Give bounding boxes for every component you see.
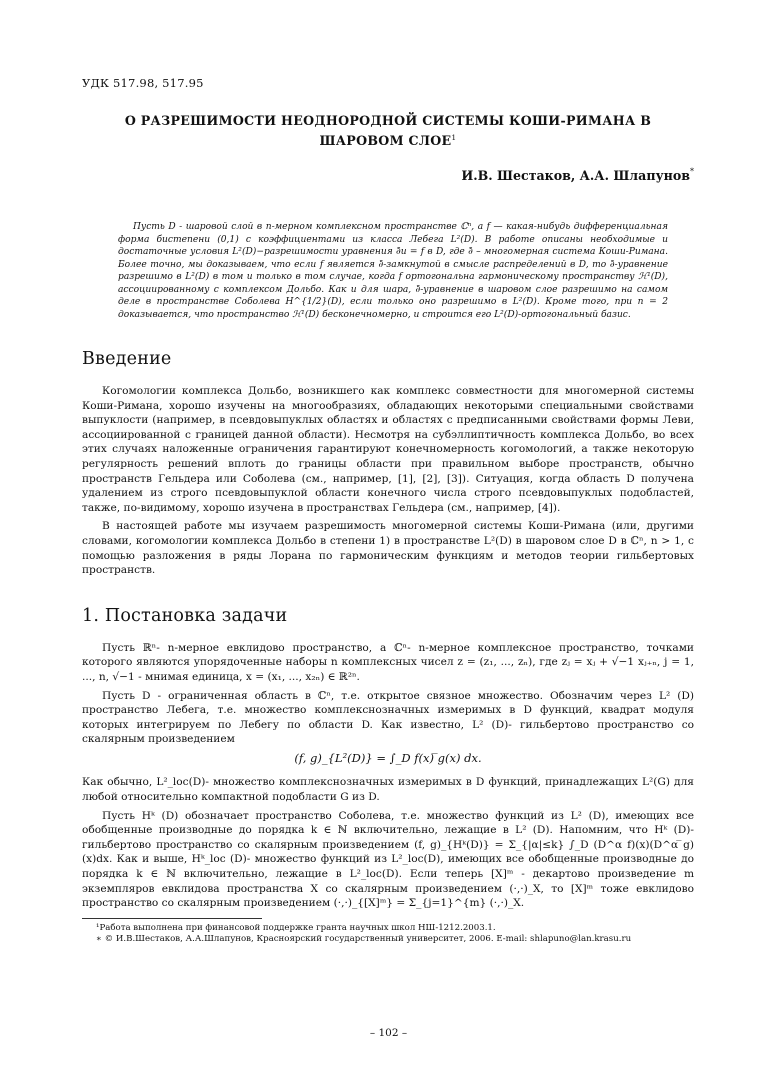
section1-body	[82, 641, 694, 911]
paper-title	[88, 112, 688, 149]
inner-product-formula: (f, g)_{L²(D)} = ∫_D f(x) ̅g(x) dx.	[294, 750, 482, 765]
intro-paragraph-2: В настоящей работе мы изучаем разрешимость многомерной системы Коши-Римана (или, другими словами, когомологии комплекса Дольбо в степени 1) в пространстве L²(D) в шаровом слое D в ℂⁿ, n > 1, с помощью разложения в ряды Лорана по гармоническим функциям и методов теории гильбертовых пространств.	[82, 520, 694, 577]
page-number: – 102 –	[369, 1027, 408, 1039]
intro-heading: Введение	[82, 349, 172, 369]
section1-paragraph-4: Пусть Hᵏ (D) обозначает пространство Соболева, т.е. множество функций из L² (D), имеющих все обобщенные производные до порядка k ∈ ℕ включительно, лежащие в L² (D). Напомним, что Hᵏ (D)- гильбертово пространство со скалярным произведением (f, g)_{Hᵏ(D)} = Σ_{|α|≤k} ∫_D (D^α f)(x)(D^α ̅g)(x)dx. Как и выше, Hᵏ_loc (D)- множество функций из L²_loc(D), имеющих все обобщенные производные до порядка k ∈ ℕ включительно, лежащие в L²_loc(D). Если теперь [X]ᵐ - декартово произведение m экземпляров евклидова пространства X со скалярным произведением (·,·)_X, то [X]ᵐ тоже евклидово пространство со скалярным произведением (·,·)_{[X]ᵐ} = Σ_{j=1}^{m} (·,·)_X.	[82, 809, 694, 910]
title-footnote-mark: 1	[451, 133, 457, 142]
footnotes	[82, 923, 694, 946]
section1-heading: 1. Постановка задачи	[82, 605, 288, 626]
footnote-rule	[82, 918, 262, 919]
footnote-1: ¹Работа выполнена при финансовой поддержке гранта научных школ НШ-1212.2003.1.	[96, 922, 496, 933]
title-text: О РАЗРЕШИМОСТИ НЕОДНОРОДНОЙ СИСТЕМЫ КОШИ-РИМАНА В ШАРОВОМ СЛОЕ	[124, 113, 652, 148]
section1-paragraph-2: Пусть D - ограниченная область в ℂⁿ, т.е. открытое связное множество. Обозначим через L² (D) пространство Лебега, т.е. множество комплекснозначных измеримых в D функций, квадрат модуля которых интегрируем по Лебегу по области D. Как известно, L² (D)- гильбертово пространство со скалярным произведением	[82, 689, 694, 746]
authors-text: И.В. Шестаков, А.А. Шлапунов	[461, 168, 690, 183]
abstract	[118, 221, 668, 321]
footnote-2: ∗ © И.В.Шестаков, А.А.Шлапунов, Красноярский государственный университет, 2006. E-mail: shlapuno@lan.krasu.ru	[96, 934, 632, 945]
intro-paragraph-1: Когомологии комплекса Дольбо, возникшего как комплекс совместности для многомерной системы Коши-Римана, хорошо изучены на многообразиях, обладающих некоторыми специальными свойствами выпуклости (например, в псевдовыпуклых областях и областях с предписанными свойствами формы Леви, ассоциированной с границей данной области). Несмотря на субэллиптичность комплекса Дольбо, во всех этих случаях наложенные ограничения гарантируют конечномерность когомологий, а также некоторую регулярность решений вплоть до границы области при правильном выборе пространств, обычно пространств Гельдера или Соболева (см., например, [1], [2], [3]). Ситуация, когда область D получена удалением из строго псевдовыпуклой области конечного числа строго псевдовыпуклых подобластей, также, по-видимому, хорошо изучена в пространствах Гельдера (см., например, [4]).	[82, 385, 694, 514]
authors	[82, 167, 694, 183]
authors-mark: *	[690, 167, 694, 176]
paper-page	[82, 76, 694, 946]
section1-paragraph-1: Пусть ℝⁿ- n-мерное евклидово пространство, а ℂⁿ- n-мерное комплексное пространство, точками которого являются упорядоченные наборы n комплексных чисел z = (z₁, ..., zₙ), где zⱼ = xⱼ + √−1 xⱼ₊ₙ, j = 1, ..., n, √−1 - мнимая единица, x = (x₁, ..., x₂ₙ) ∈ ℝ²ⁿ.	[82, 641, 694, 683]
abstract-text: Пусть D - шаровой слой в n-мерном комплексном пространстве ℂⁿ, а f — какая-нибудь дифференциальная форма бистепени (0,1) с коэффициентами из класса Лебега L²(D). В работе описаны необходимые и достаточные условия L²(D)−разрешимости уравнения ∂̄u = f в D, где ∂̄ – многомерная система Коши-Римана. Более точно, мы доказываем, что если f является ∂̄-замкнутой в смысле распределений в D, то ∂̄-уравнение разрешимо в L²(D) в том и только в том случае, когда f ортогональна гармоническому пространству ℋ¹(D), ассоциированному с комплексом Дольбо. Как и для шара, ∂̄-уравнение в шаровом слое разрешимо на самом деле в пространстве Соболева H^{1/2}(D), если только оно разрешимо в L²(D). Кроме того, при n = 2 доказывается, что пространство ℋ¹(D) бесконечномерно, и строится его L²(D)-ортогональный базис.	[118, 222, 668, 320]
intro-body	[82, 384, 694, 578]
udk-code: УДК 517.98, 517.95	[82, 76, 204, 90]
section1-paragraph-3: Как обычно, L²_loc(D)- множество комплекснозначных измеримых в D функций, принадлежащих L²(G) для любой относительно компактной подобласти G из D.	[82, 776, 694, 804]
